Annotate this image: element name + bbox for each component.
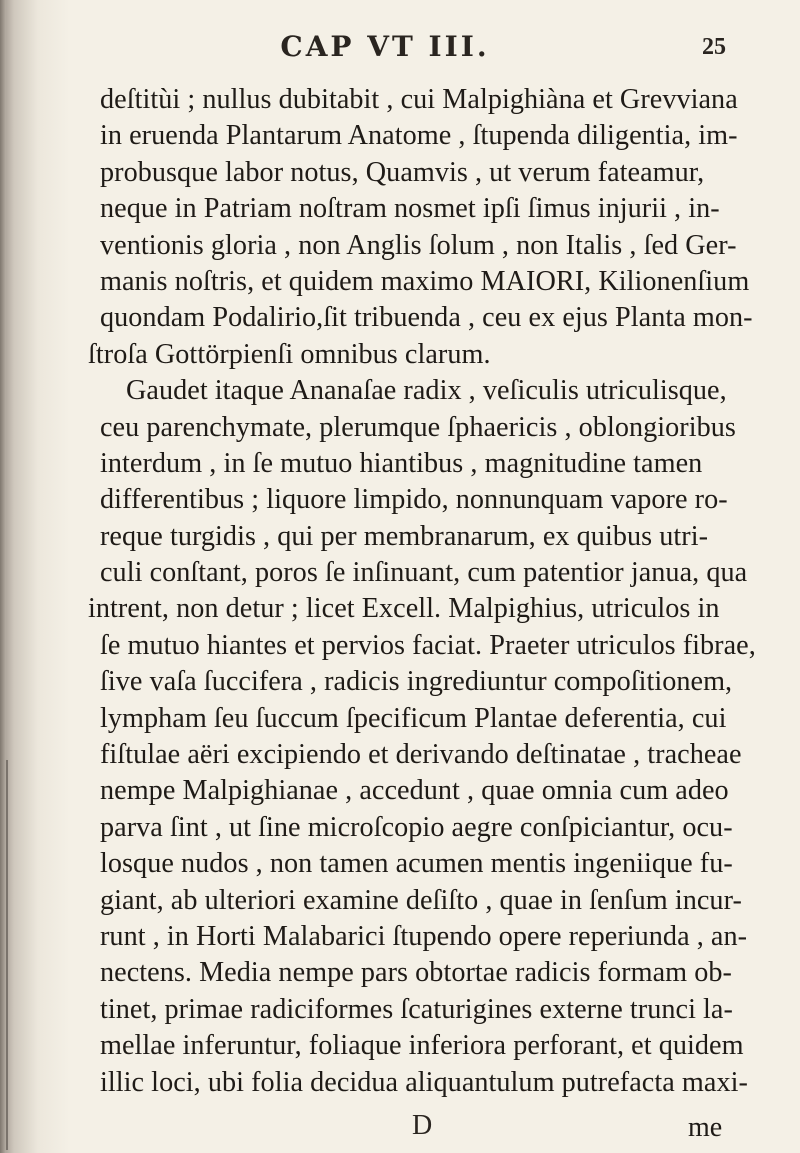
text-line: illic loci, ubi folia decidua aliquantulum putrefacta maxi- [100, 1066, 748, 1098]
text-line: ſive vaſa ſuccifera , radicis ingrediuntur compoſitionem, [100, 666, 733, 698]
text-line: culi conſtant, poros ſe inſinuant, cum patentior janua, qua [100, 557, 748, 589]
text-line: ceu parenchymate, plerumque ſphaericis , oblongioribus [100, 411, 736, 443]
text-line: manis noſtris, et quidem maximo MAIORI, Kilionenſium [100, 265, 750, 297]
text-line: ventionis gloria , non Anglis ſolum , non Italis , ſed Ger- [100, 229, 737, 261]
text-line: quondam Podalirio,ſit tribuenda , ceu ex ejus Planta mon- [100, 302, 753, 334]
catchword: me [688, 1112, 723, 1143]
text-line: ſtroſa Gottörpienſi omnibus clarum. [88, 338, 491, 370]
page-header [0, 28, 800, 68]
text-line: neque in Patriam noſtram nosmet ipſi ſimus injurii , in- [100, 193, 720, 225]
text-line: parva ſint , ut ſine microſcopio aegre conſpiciantur, ocu- [100, 811, 733, 843]
text-line: lympham ſeu ſuccum ſpecificum Plantae deferentia, cui [100, 702, 727, 734]
text-line: fiſtulae aëri excipiendo et derivando deſtinatae , tracheae [100, 739, 742, 771]
body-text [88, 82, 790, 1101]
text-line: reque turgidis , qui per membranarum, ex quibus utri- [100, 520, 709, 552]
margin-rule [6, 760, 8, 1150]
running-head: CAP VT III. [280, 30, 490, 63]
text-line: deſtitùi ; nullus dubitabit , cui Malpighiàna et Grevviana [100, 84, 738, 115]
text-line: interdum , in ſe mutuo hiantibus , magnitudine tamen [100, 447, 703, 479]
text-line: ſe mutuo hiantes et pervios faciat. Praeter utriculos fibrae, [100, 629, 756, 661]
page-number: 25 [702, 34, 726, 60]
text-line: probusque labor notus, Quamvis , ut verum fateamur, [100, 156, 705, 188]
text-line: nempe Malpighianae , accedunt , quae omnia cum adeo [100, 775, 729, 807]
text-line: differentibus ; liquore limpido, nonnunquam vapore ro- [100, 484, 728, 516]
text-line: Gaudet itaque Ananaſae radix , veſiculis utriculisque, [126, 375, 727, 407]
text-line: mellae inferuntur, foliaque inferiora perforant, et quidem [100, 1030, 744, 1062]
text-line: runt , in Horti Malabarici ſtupendo opere reperiunda , an- [100, 920, 748, 952]
text-line: intrent, non detur ; licet Excell. Malpighius, utriculos in [88, 593, 720, 625]
text-line: nectens. Media nempe pars obtortae radicis formam ob- [100, 957, 732, 989]
text-line: in eruenda Plantarum Anatome , ſtupenda diligentia, im- [100, 120, 738, 152]
text-line: losque nudos , non tamen acumen mentis ingeniique fu- [100, 848, 733, 880]
text-line: giant, ab ulteriori examine deſiſto , quae in ſenſum incur- [100, 884, 742, 916]
signature-mark: D [412, 1110, 433, 1141]
text-line: tinet, primae radiciformes ſcaturigines externe trunci la- [100, 993, 733, 1025]
